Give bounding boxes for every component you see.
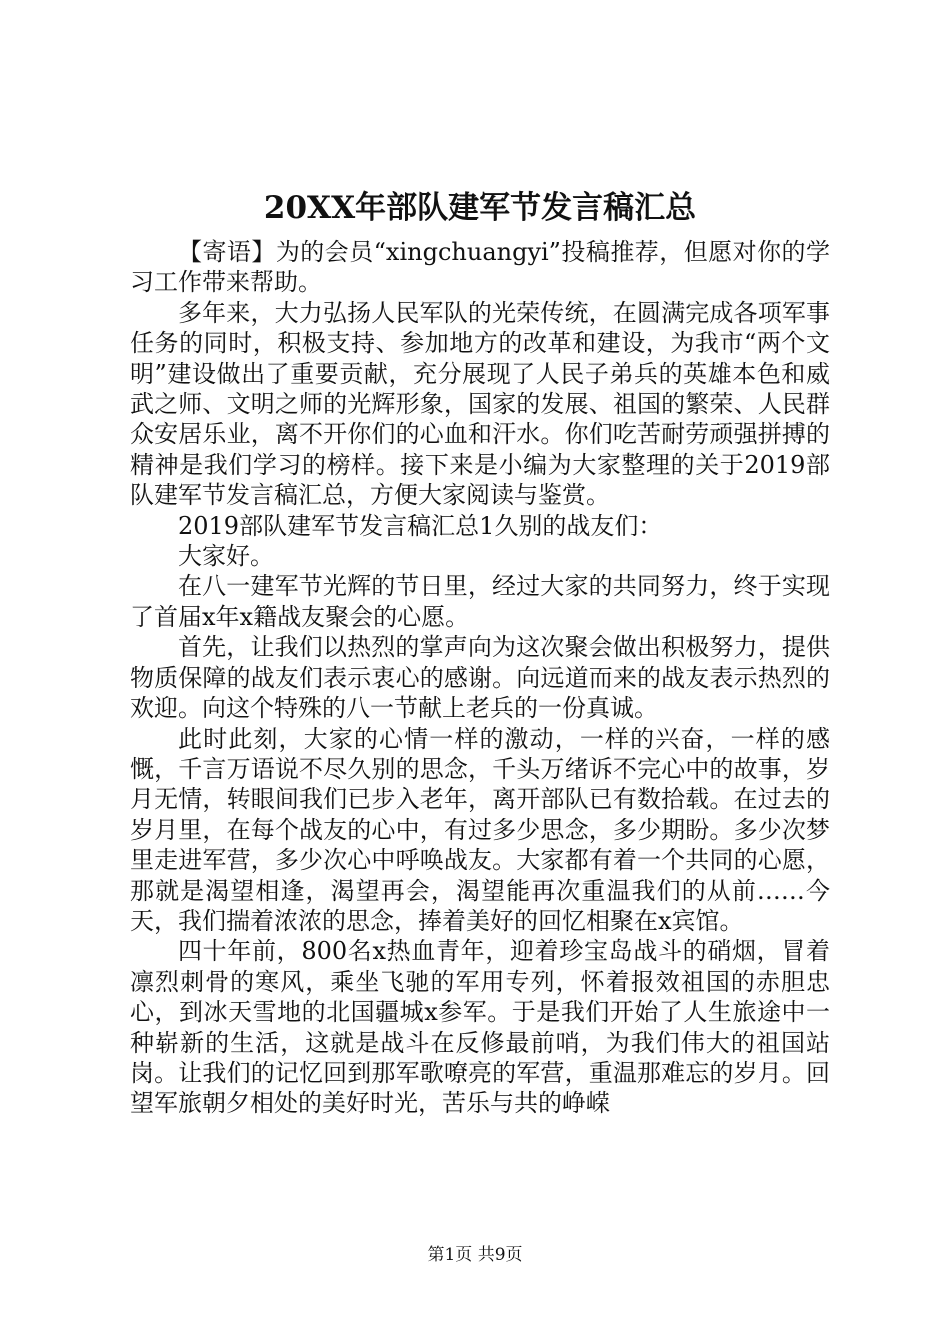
document-title: 20XX年部队建军节发言稿汇总 <box>263 190 697 226</box>
page-indicator: 第1页 共9页 <box>427 1245 523 1265</box>
paragraph-thanks: 首先，让我们以热烈的掌声向为这次聚会做出积极努力，提供物质保障的战友们表示衷心的感谢。向远道而来的战友表示热烈的欢迎。向这个特殊的八一节献上老兵的一份真诚。 <box>130 633 830 723</box>
paragraph-memories: 此时此刻，大家的心情一样的激动，一样的兴奋，一样的感慨，千言万语说不尽久别的思念，千头万绪诉不完心中的故事，岁月无情，转眼间我们已步入老年，离开部队已有数拾载。在过去的岁月里，在每个战友的心中，有过多少思念，多少期盼。多少次梦里走进军营，多少次心中呼唤战友。大家都有着一个共同的心愿，那就是渴望相逢，渴望再会，渴望能再次重温我们的从前……今天，我们揣着浓浓的思念，捧着美好的回忆相聚在x宾馆。 <box>130 724 830 935</box>
paragraph-greeting: 大家好。 <box>178 542 274 571</box>
document-body <box>130 237 830 1119</box>
paragraph-section-heading: 2019部队建军节发言稿汇总1久别的战友们： <box>178 511 663 540</box>
paragraph-intro: 多年来，大力弘扬人民军队的光荣传统，在圆满完成各项军事任务的同时，积极支持、参加地方的改革和建设，为我市“两个文明”建设做出了重要贡献，充分展现了人民子弟兵的英雄本色和威武之师、文明之师的光辉形象，国家的发展、祖国的繁荣、人民群众安居乐业，离不开你们的心血和汗水。你们吃苦耐劳顽强拼搏的精神是我们学习的榜样。接下来是小编为大家整理的关于2019部队建军节发言稿汇总，方便大家阅读与鉴赏。 <box>130 298 830 510</box>
paragraph-preface: 【寄语】为的会员“xingchuangyi”投稿推荐，但愿对你的学习工作带来帮助。 <box>130 238 830 297</box>
paragraph-opening: 在八一建军节光辉的节日里，经过大家的共同努力，终于实现了首届x年x籍战友聚会的心愿。 <box>130 572 830 631</box>
paragraph-history: 四十年前，800名x热血青年，迎着珍宝岛战斗的硝烟，冒着凛烈刺骨的寒风，乘坐飞驰的军用专列，怀着报效祖国的赤胆忠心，到冰天雪地的北国疆城x参军。于是我们开始了人生旅途中一种崭新的生活，这就是战斗在反修最前哨，为我们伟大的祖国站岗。让我们的记忆回到那军歌嘹亮的军营，重温那难忘的岁月。回望军旅朝夕相处的美好时光，苦乐与共的峥嵘 <box>130 937 830 1118</box>
